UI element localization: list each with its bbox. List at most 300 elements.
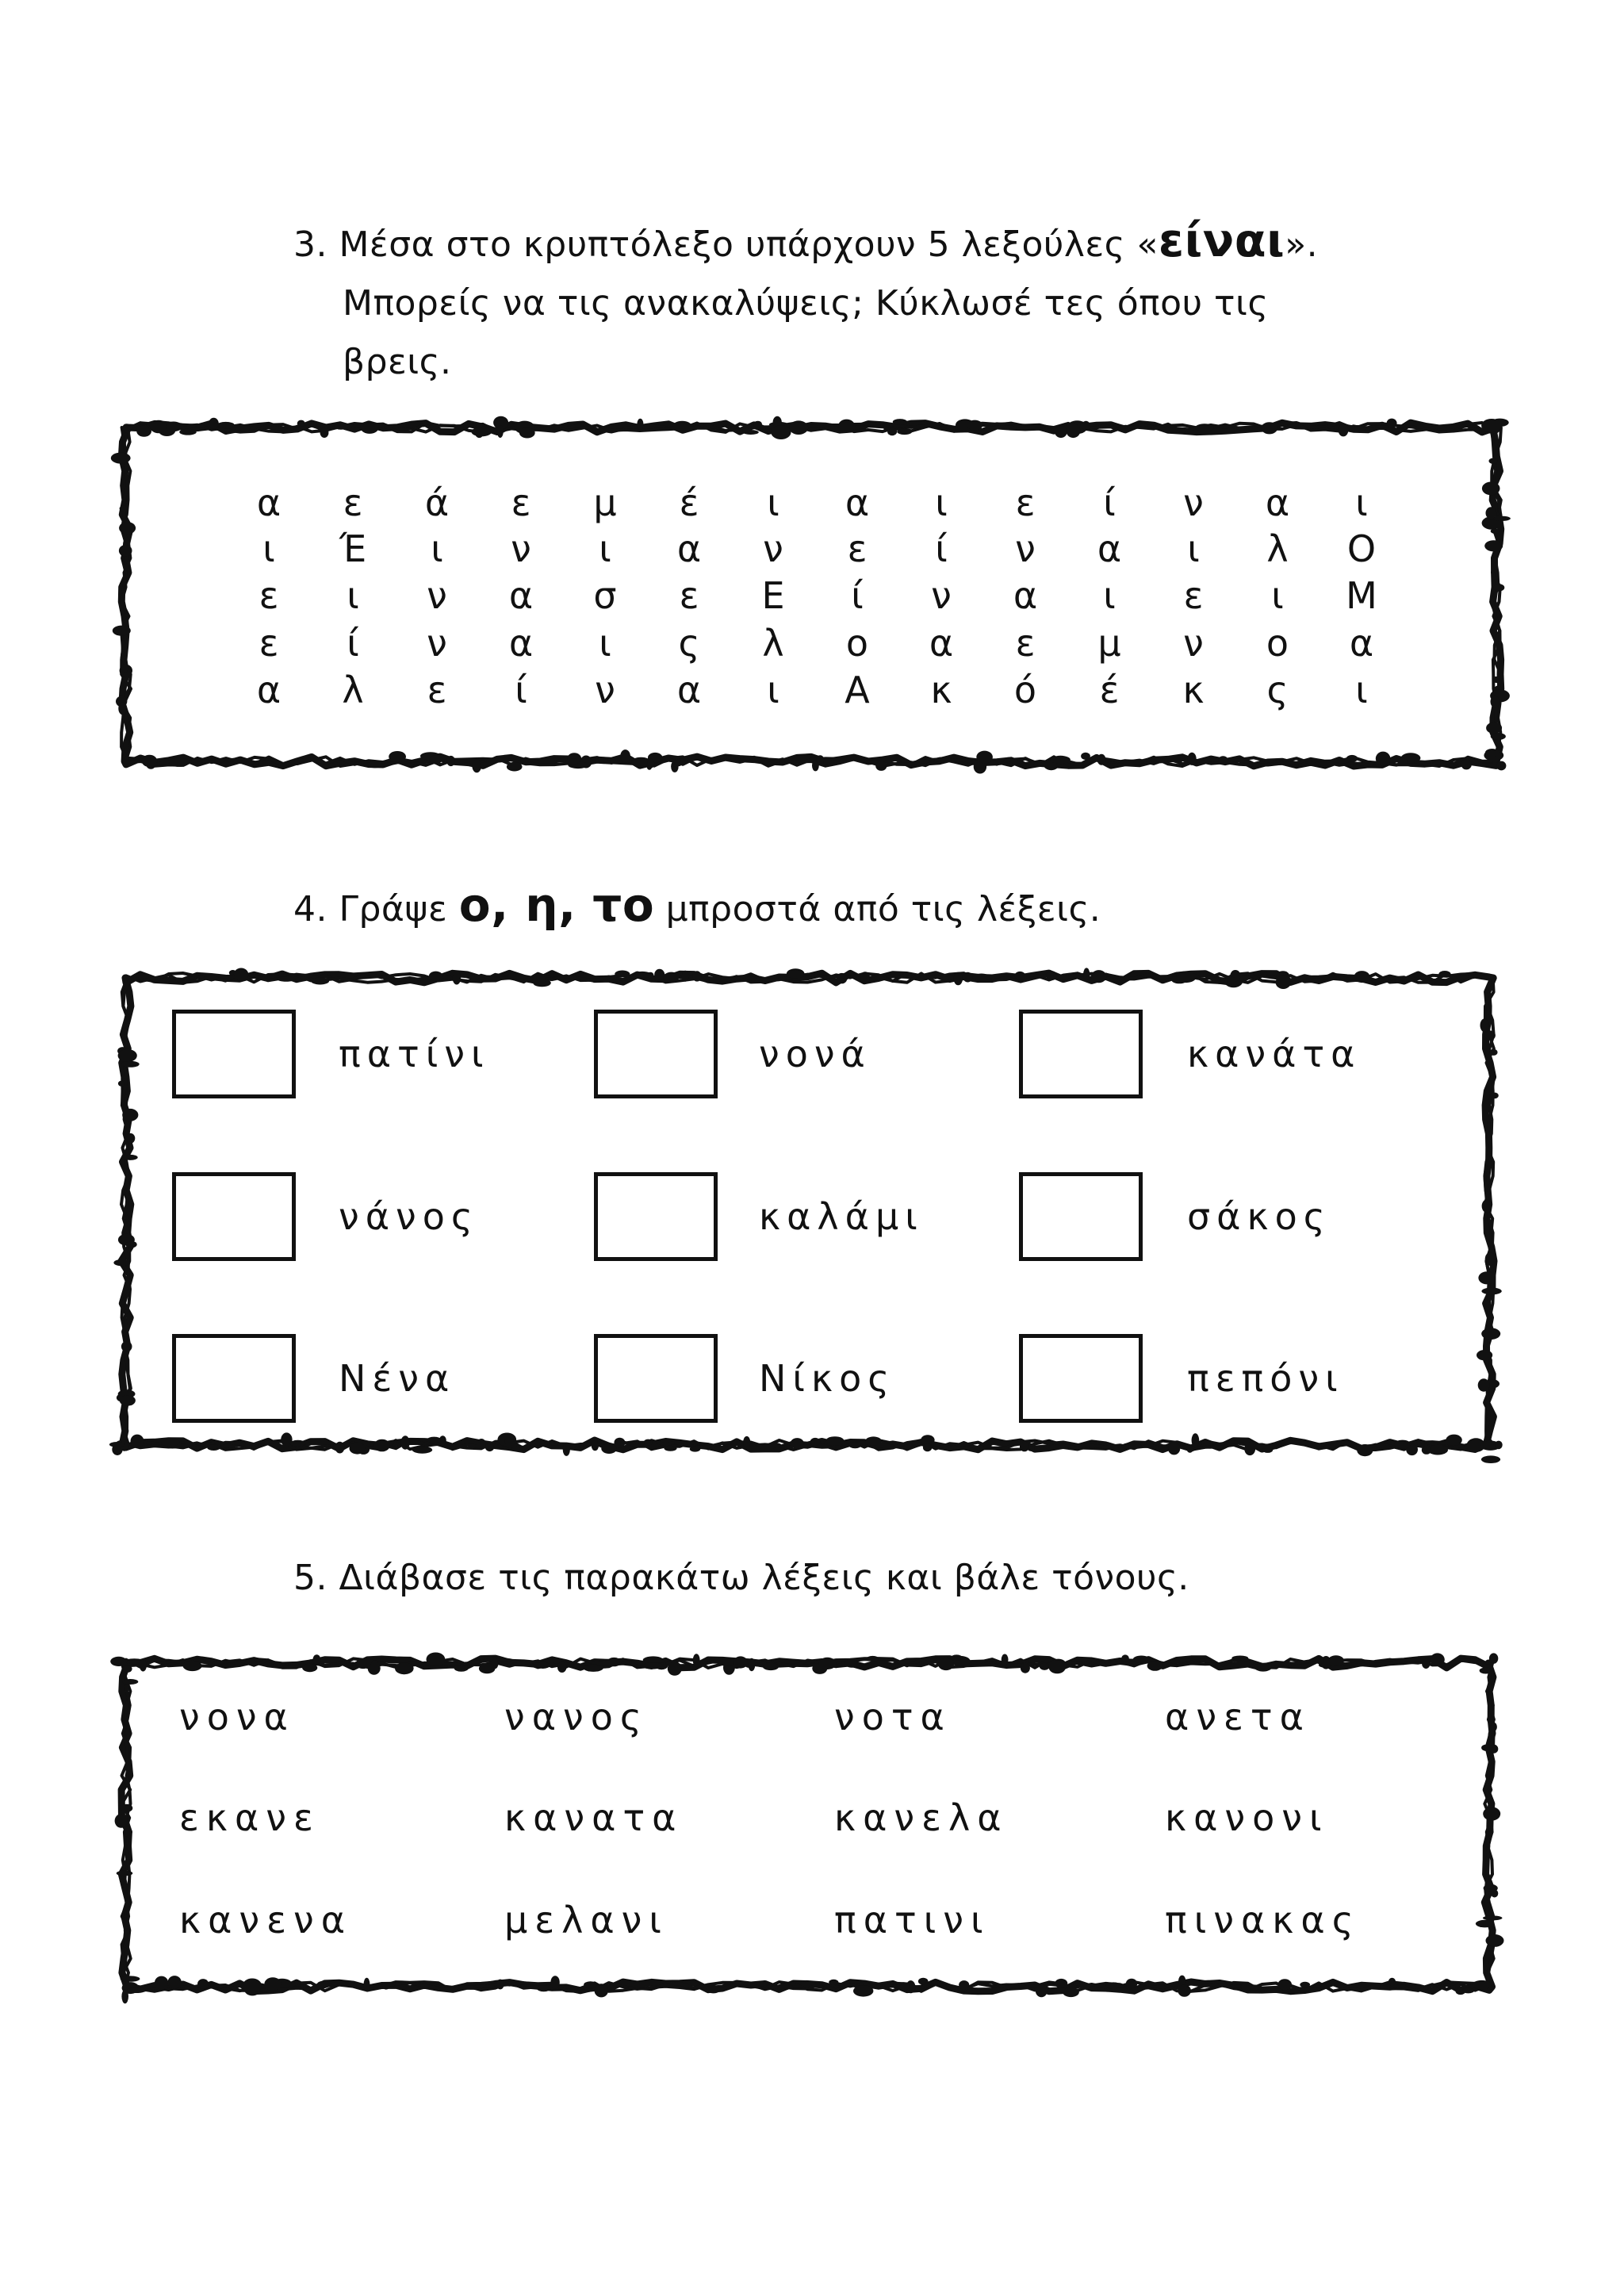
border-blob [1133, 1656, 1150, 1663]
border-blob [454, 1665, 469, 1672]
exercise-word: κανονι [1165, 1796, 1329, 1839]
border-blob [787, 968, 805, 979]
highlight-word: είναι [1158, 213, 1285, 267]
border-blob [126, 1133, 135, 1144]
grid-letter[interactable]: ε [259, 622, 279, 665]
border-blob [150, 420, 167, 433]
border-blob [1493, 584, 1504, 592]
border-blob [508, 972, 521, 979]
border-blob [297, 420, 305, 427]
grid-letter[interactable]: ν [1183, 481, 1204, 524]
article-answer-box[interactable] [594, 1010, 718, 1098]
border-blob [1228, 977, 1235, 985]
grid-letter[interactable]: α [508, 622, 534, 665]
grid-letter[interactable]: μ [593, 481, 617, 524]
border-blob [1055, 1979, 1067, 1988]
grid-letter[interactable]: ν [511, 527, 531, 570]
grid-letter[interactable]: ε [847, 527, 868, 570]
border-blob [692, 971, 701, 981]
border-blob [1051, 756, 1071, 764]
grid-letter[interactable]: ι [1187, 527, 1200, 570]
exercise-word: εκανε [179, 1796, 320, 1839]
border-blob [633, 972, 652, 978]
grid-letter[interactable]: ι [599, 622, 611, 665]
grid-letter[interactable]: ε [511, 481, 531, 524]
border-blob [867, 1656, 879, 1662]
border-blob [860, 972, 870, 983]
border-blob [607, 1658, 621, 1666]
border-blob [675, 760, 683, 767]
border-blob [973, 974, 990, 981]
border-blob [923, 1443, 932, 1451]
border-blob [312, 1654, 320, 1665]
border-blob [536, 1662, 550, 1669]
exercise-word: κανάτα [1187, 1033, 1362, 1075]
grid-letter[interactable]: ι [1271, 574, 1284, 617]
grid-letter[interactable]: ό [1013, 669, 1037, 711]
grid-letter[interactable]: Ο [1346, 527, 1377, 570]
border-blob [395, 1662, 414, 1674]
border-blob [334, 423, 347, 430]
grid-letter[interactable]: ε [1183, 574, 1204, 617]
border-blob [234, 968, 248, 981]
border-blob [1486, 1934, 1504, 1947]
border-blob [595, 1984, 609, 1997]
border-blob [113, 1259, 130, 1266]
border-blob [1147, 1661, 1163, 1671]
border-blob [1438, 971, 1450, 977]
border-blob [935, 757, 952, 762]
exercise-word: πεπόνι [1187, 1357, 1344, 1400]
border-blob [1483, 1807, 1500, 1820]
border-blob [109, 1442, 124, 1447]
border-blob [197, 1979, 209, 1989]
article-answer-box[interactable] [172, 1334, 296, 1423]
grid-letter[interactable]: α [1013, 574, 1038, 617]
grid-letter[interactable]: ν [1183, 622, 1204, 665]
grid-letter[interactable]: ι [1355, 481, 1368, 524]
border-blob [707, 1985, 721, 1993]
border-blob [743, 1436, 750, 1449]
border-blob [472, 759, 481, 772]
article-answer-box[interactable] [594, 1172, 718, 1261]
grid-letter[interactable]: ε [1015, 622, 1036, 665]
border-blob [136, 425, 151, 436]
grid-letter[interactable]: ι [262, 527, 275, 570]
grid-letter[interactable]: ε [343, 481, 363, 524]
border-blob [120, 1395, 136, 1406]
border-blob [1218, 756, 1228, 764]
grid-letter[interactable]: ί [935, 527, 948, 570]
grid-letter[interactable]: ί [851, 574, 864, 617]
border-blob [1484, 540, 1503, 551]
border-blob [776, 1984, 792, 1990]
border-blob [429, 972, 442, 981]
grid-letter[interactable]: ν [595, 669, 615, 711]
grid-letter[interactable]: ε [427, 669, 447, 711]
border-blob [317, 1981, 330, 1988]
border-blob [155, 1976, 168, 1990]
border-blob [644, 1439, 653, 1446]
border-blob [849, 1442, 862, 1448]
grid-letter[interactable]: ν [427, 622, 447, 665]
border-blob [1485, 749, 1499, 757]
border-blob [1422, 1446, 1431, 1455]
border-blob [1476, 1920, 1494, 1928]
border-blob [126, 1241, 137, 1248]
grid-letter[interactable]: έ [1099, 669, 1120, 711]
border-blob [1091, 970, 1106, 983]
border-blob [1485, 1881, 1492, 1889]
border-blob [1081, 753, 1090, 760]
border-blob [1477, 1350, 1492, 1360]
border-blob [382, 1983, 390, 1989]
border-blob [1188, 753, 1197, 765]
border-blob [1481, 419, 1502, 432]
border-blob [763, 1663, 779, 1670]
border-blob [1491, 696, 1500, 708]
border-blob [893, 419, 907, 425]
border-blob [1394, 1440, 1411, 1449]
border-blob [1486, 507, 1497, 519]
border-blob [302, 1664, 317, 1673]
grid-letter[interactable]: ν [763, 527, 783, 570]
grid-letter[interactable]: α [676, 669, 702, 711]
border-blob [1483, 1915, 1503, 1920]
border-blob [118, 1049, 137, 1062]
border-blob [883, 424, 890, 431]
border-blob [637, 419, 643, 430]
grid-letter[interactable]: Ε [761, 574, 785, 617]
grid-letter[interactable]: κ [1182, 669, 1205, 711]
border-blob [118, 1081, 125, 1087]
border-blob [1480, 1668, 1492, 1674]
border-blob [412, 1447, 432, 1454]
border-blob [1262, 422, 1278, 434]
grid-letter[interactable]: ι [431, 527, 443, 570]
border-blob [1491, 529, 1500, 534]
border-blob [168, 1976, 182, 1988]
border-blob [122, 1109, 138, 1121]
exercise-word: Νίκος [759, 1357, 896, 1400]
article-answer-box[interactable] [1019, 1172, 1143, 1261]
grid-letter[interactable]: μ [1097, 622, 1121, 665]
grid-letter[interactable]: α [1349, 622, 1374, 665]
exercise-4-heading: 4. Γράψε ο, η, το μπροστά από τις λέξεις. [293, 878, 1101, 932]
grid-letter[interactable]: α [508, 574, 534, 617]
border-blob [118, 702, 127, 715]
grid-letter[interactable]: λ [342, 669, 364, 711]
border-blob [1337, 758, 1349, 764]
border-blob [1187, 1445, 1193, 1453]
border-blob [818, 1658, 836, 1669]
grid-letter[interactable]: ν [1015, 527, 1036, 570]
grid-letter[interactable]: Έ [339, 527, 367, 570]
border-blob [122, 1665, 132, 1673]
border-blob [123, 1155, 138, 1160]
grid-letter[interactable]: ί [515, 669, 527, 711]
grid-letter[interactable]: ς [1266, 669, 1289, 711]
border-blob [1106, 1982, 1121, 1988]
border-blob [1431, 1653, 1445, 1665]
border-blob [217, 422, 235, 427]
grid-letter[interactable]: α [1097, 527, 1122, 570]
grid-letter[interactable]: ο [1266, 622, 1289, 665]
border-blob [1036, 1984, 1048, 1997]
border-blob [1021, 1663, 1030, 1673]
articles-text: ο, η, το [458, 878, 655, 932]
border-blob [563, 1443, 570, 1456]
border-blob [1241, 1982, 1252, 1991]
border-blob [853, 1985, 873, 1996]
border-blob [643, 1662, 663, 1669]
border-blob [471, 427, 492, 437]
border-blob [690, 1447, 700, 1452]
border-blob [121, 1989, 128, 2003]
grid-letter[interactable]: α [676, 527, 702, 570]
border-blob [1063, 1987, 1079, 1997]
border-blob [1489, 458, 1498, 464]
exercise-word: καλάμι [759, 1195, 924, 1238]
border-blob [122, 1679, 138, 1685]
border-blob [1048, 1660, 1066, 1674]
border-blob [311, 978, 329, 985]
grid-letter[interactable]: ε [1015, 481, 1036, 524]
border-blob [121, 664, 128, 673]
grid-letter[interactable]: ι [1355, 669, 1368, 711]
border-blob [1028, 1447, 1035, 1451]
border-blob [1388, 1978, 1396, 1986]
border-blob [400, 1435, 409, 1449]
border-blob [1121, 1443, 1142, 1449]
border-blob [742, 428, 749, 433]
border-blob [1121, 1654, 1129, 1662]
border-blob [1478, 1378, 1490, 1391]
border-blob [207, 1444, 220, 1451]
border-blob [1387, 419, 1397, 428]
border-blob [918, 1978, 929, 1985]
border-blob [693, 1654, 700, 1666]
border-blob [829, 1980, 838, 1985]
border-blob [1066, 424, 1080, 439]
border-blob [122, 1061, 140, 1068]
grid-letter[interactable]: σ [593, 574, 617, 617]
grid-letter[interactable]: α [256, 481, 282, 524]
border-blob [733, 1656, 748, 1668]
grid-letter[interactable]: λ [1266, 527, 1289, 570]
grid-letter[interactable]: α [1265, 481, 1290, 524]
border-blob [110, 1657, 127, 1666]
border-blob [938, 1658, 954, 1670]
exercise-word: κανενα [179, 1899, 353, 1941]
grid-letter[interactable]: ά [424, 481, 450, 524]
border-blob [1231, 1656, 1248, 1661]
border-blob [477, 1439, 486, 1450]
article-answer-box[interactable] [1019, 1010, 1143, 1098]
border-blob [1082, 421, 1090, 431]
border-blob [1482, 1199, 1492, 1213]
border-blob [837, 973, 848, 983]
exercise-3-line-2: Μπορείς να τις ανακαλύψεις; Κύκλωσέ τες όπου τις [343, 283, 1269, 324]
border-blob [771, 425, 791, 439]
exercise-word: κανελα [834, 1796, 1009, 1839]
article-answer-box[interactable] [172, 1172, 296, 1261]
grid-letter[interactable]: κ [930, 669, 952, 711]
grid-letter[interactable]: ί [347, 622, 359, 665]
border-blob [1422, 1659, 1430, 1669]
grid-letter[interactable]: ν [931, 574, 952, 617]
border-blob [1478, 1271, 1495, 1284]
border-blob [1495, 1441, 1503, 1450]
border-blob [967, 420, 982, 431]
border-blob [183, 1661, 202, 1671]
article-answer-box[interactable] [594, 1334, 718, 1423]
border-blob [209, 418, 219, 429]
border-blob [361, 423, 378, 434]
border-blob [748, 1658, 755, 1671]
grid-letter[interactable]: ι [347, 574, 359, 617]
border-blob [897, 429, 912, 435]
border-blob [1040, 1663, 1050, 1670]
border-blob [350, 1443, 366, 1454]
border-blob [1481, 1288, 1501, 1295]
exercise-word: νονα [179, 1696, 295, 1738]
border-blob [1254, 1663, 1272, 1672]
border-blob [1046, 971, 1057, 980]
grid-letter[interactable]: ς [678, 622, 700, 665]
border-blob [1491, 733, 1506, 740]
border-blob [1349, 425, 1367, 431]
border-blob [507, 762, 523, 772]
border-blob [119, 522, 136, 535]
exercise-word: σάκος [1187, 1195, 1331, 1238]
border-blob [648, 759, 654, 769]
grid-letter[interactable]: Μ [1346, 574, 1377, 617]
border-blob [672, 421, 691, 432]
border-blob [668, 1662, 682, 1676]
border-blob [1315, 761, 1335, 767]
border-blob [389, 751, 406, 762]
border-blob [825, 1436, 845, 1446]
border-blob [1015, 972, 1025, 979]
border-blob [111, 453, 131, 464]
exercise-word: μελανι [504, 1899, 668, 1941]
exercise-word: πατινι [834, 1899, 990, 1941]
border-blob [497, 425, 504, 438]
exercise-word: κανατα [504, 1796, 684, 1839]
border-blob [355, 1659, 370, 1669]
border-blob [1397, 758, 1408, 765]
border-blob [1486, 723, 1502, 734]
border-blob [519, 427, 535, 438]
border-blob [865, 1436, 882, 1445]
grid-letter[interactable]: ί [1103, 481, 1116, 524]
border-blob [1491, 1093, 1499, 1099]
grid-letter[interactable]: α [929, 622, 954, 665]
border-blob [1446, 1435, 1461, 1446]
border-blob [1020, 1442, 1029, 1452]
border-blob [120, 506, 128, 512]
border-blob [140, 1659, 147, 1672]
grid-letter[interactable]: λ [762, 622, 784, 665]
grid-letter[interactable]: ε [259, 574, 279, 617]
grid-letter[interactable]: ο [845, 622, 869, 665]
border-blob [320, 427, 329, 438]
border-blob [760, 1444, 774, 1451]
article-answer-box[interactable] [172, 1010, 296, 1098]
grid-letter[interactable]: ι [767, 481, 779, 524]
border-blob [838, 420, 855, 433]
border-blob [1244, 1443, 1255, 1455]
border-blob [479, 1663, 496, 1673]
border-blob [278, 976, 296, 982]
border-blob [290, 1440, 306, 1447]
grid-letter[interactable]: α [845, 481, 870, 524]
grid-letter[interactable]: έ [679, 481, 699, 524]
grid-letter[interactable]: Α [845, 669, 870, 711]
border-blob [1489, 1049, 1497, 1056]
border-blob [592, 1440, 599, 1451]
border-blob [121, 1804, 133, 1812]
border-blob [1485, 1030, 1496, 1040]
grid-letter[interactable]: ι [767, 669, 779, 711]
border-blob [239, 424, 251, 431]
border-blob [963, 972, 972, 983]
border-blob [566, 758, 580, 765]
border-blob [615, 971, 630, 978]
border-blob [654, 969, 665, 980]
border-blob [557, 1662, 566, 1673]
border-blob [1176, 972, 1196, 983]
border-blob [954, 972, 963, 986]
border-blob [664, 1446, 676, 1451]
border-blob [532, 974, 545, 986]
border-blob [169, 758, 189, 767]
border-blob [1496, 761, 1506, 771]
border-blob [245, 1659, 257, 1665]
exercise-word: πινακας [1165, 1899, 1361, 1941]
exercise-5-heading: 5. Διάβασε τις παρακάτω λέξεις και βάλε τόνους. [293, 1558, 1189, 1598]
border-blob [1482, 482, 1500, 496]
grid-letter[interactable]: ε [679, 574, 699, 617]
border-blob [1357, 1444, 1373, 1456]
border-blob [1461, 759, 1472, 769]
border-blob [1339, 424, 1349, 437]
border-blob [121, 1341, 132, 1352]
grid-letter[interactable]: ι [599, 527, 611, 570]
border-blob [1480, 1018, 1489, 1032]
grid-letter[interactable]: ν [427, 574, 447, 617]
border-blob [1264, 1987, 1281, 1993]
border-blob [485, 1443, 494, 1451]
grid-letter[interactable]: ι [1103, 574, 1116, 617]
article-answer-box[interactable] [1019, 1334, 1143, 1423]
border-blob [897, 1982, 910, 1990]
border-blob [1170, 755, 1184, 763]
border-blob [1492, 677, 1500, 683]
border-blob [131, 1435, 144, 1448]
border-blob [1485, 1252, 1496, 1266]
grid-letter[interactable]: α [256, 669, 282, 711]
border-blob [264, 1977, 281, 1991]
border-blob [682, 971, 689, 982]
border-blob [117, 1871, 133, 1876]
border-blob [1300, 1982, 1310, 1987]
grid-letter[interactable]: ι [935, 481, 948, 524]
border-blob [1097, 754, 1106, 765]
border-blob [369, 761, 381, 769]
border-blob [142, 755, 158, 767]
